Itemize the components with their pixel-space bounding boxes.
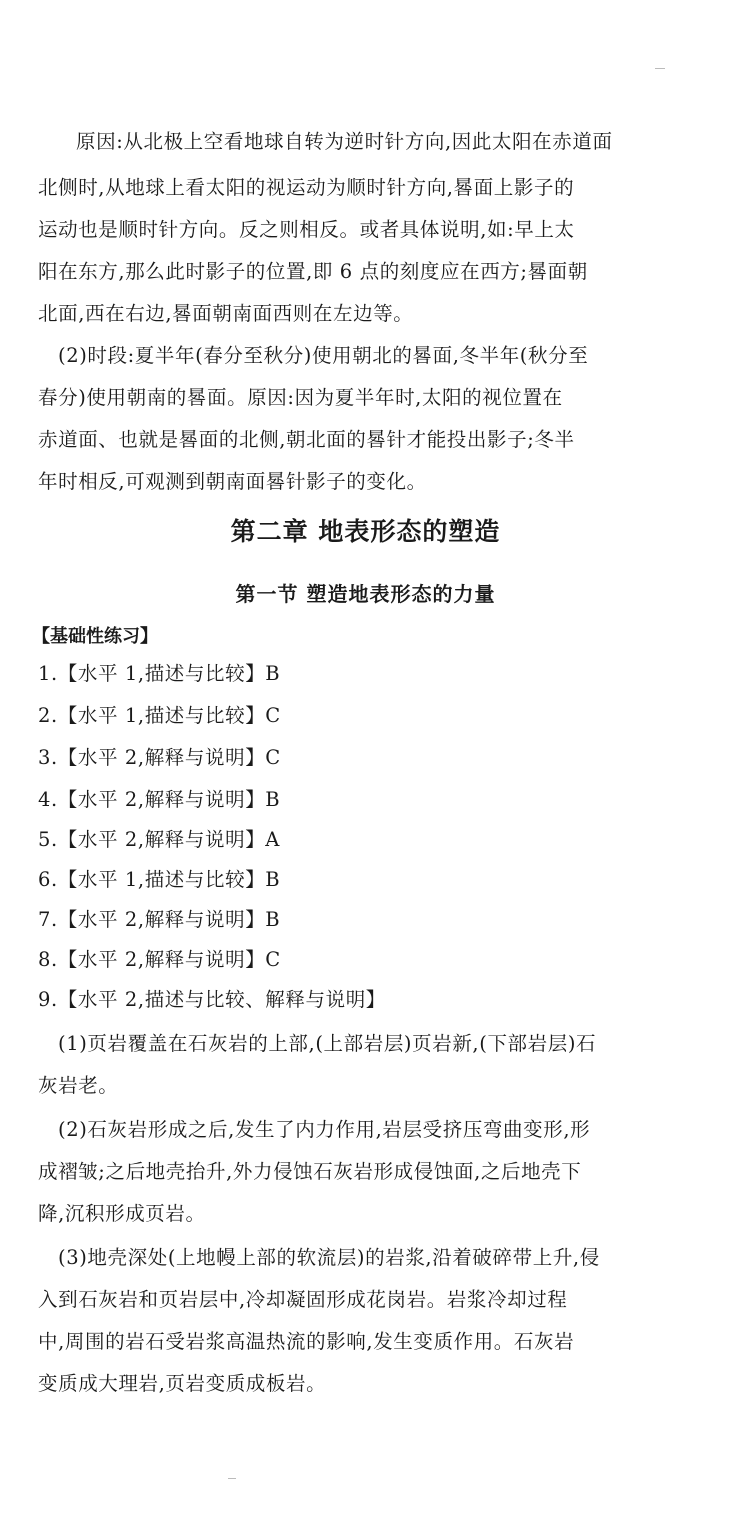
q9-part3-line-1: (3)地壳深处(上地幔上部的软流层)的岩浆,沿着破碎带上升,侵 xyxy=(58,1246,600,1269)
q9-part3-line-4: 变质成大理岩,页岩变质成板岩。 xyxy=(38,1372,327,1395)
exercise-label: 【基础性练习】 xyxy=(32,626,158,647)
q9-part2-line-2: 成褶皱;之后地壳抬升,外力侵蚀石灰岩形成侵蚀面,之后地壳下 xyxy=(38,1160,582,1183)
period-line-4: 年时相反,可观测到朝南面晷针影子的变化。 xyxy=(38,470,427,493)
q9-part2-line-1: (2)石灰岩形成之后,发生了内力作用,岩层受挤压弯曲变形,形 xyxy=(58,1118,591,1141)
answer-8: 8.【水平 2,解释与说明】C xyxy=(38,948,281,971)
intro-line-4: 阳在东方,那么此时影子的位置,即 6 点的刻度应在西方;晷面朝 xyxy=(38,260,588,283)
answer-3: 3.【水平 2,解释与说明】C xyxy=(38,746,281,769)
answer-5: 5.【水平 2,解释与说明】A xyxy=(38,828,280,851)
answer-4: 4.【水平 2,解释与说明】B xyxy=(38,788,281,811)
intro-line-2: 北侧时,从地球上看太阳的视运动为顺时针方向,晷面上影子的 xyxy=(38,176,575,199)
intro-line-1: 原因:从北极上空看地球自转为逆时针方向,因此太阳在赤道面 xyxy=(76,130,613,153)
q9-part2-line-3: 降,沉积形成页岩。 xyxy=(38,1202,206,1225)
intro-line-5: 北面,西在右边,晷面朝南面西则在左边等。 xyxy=(38,302,414,325)
scan-mark xyxy=(655,68,665,69)
intro-line-3: 运动也是顺时针方向。反之则相反。或者具体说明,如:早上太 xyxy=(38,218,575,241)
chapter-title: 第二章 地表形态的塑造 xyxy=(230,517,501,546)
q9-part3-line-2: 入到石灰岩和页岩层中,冷却凝固形成花岗岩。岩浆冷却过程 xyxy=(38,1288,568,1311)
answer-7: 7.【水平 2,解释与说明】B xyxy=(38,908,281,931)
q9-part3-line-3: 中,周围的岩石受岩浆高温热流的影响,发生变质作用。石灰岩 xyxy=(38,1330,575,1353)
answer-1: 1.【水平 1,描述与比较】B xyxy=(38,662,281,685)
scan-mark xyxy=(228,1478,236,1479)
answer-2: 2.【水平 1,描述与比较】C xyxy=(38,704,281,727)
period-line-2: 春分)使用朝南的晷面。原因:因为夏半年时,太阳的视位置在 xyxy=(38,386,563,409)
section-title: 第一节 塑造地表形态的力量 xyxy=(235,582,496,606)
period-line-3: 赤道面、也就是晷面的北侧,朝北面的晷针才能投出影子;冬半 xyxy=(38,428,575,451)
period-line-1: (2)时段:夏半年(春分至秋分)使用朝北的晷面,冬半年(秋分至 xyxy=(58,344,589,367)
answer-9: 9.【水平 2,描述与比较、解释与说明】 xyxy=(38,988,386,1011)
q9-part1-line-2: 灰岩老。 xyxy=(38,1074,119,1097)
answer-6: 6.【水平 1,描述与比较】B xyxy=(38,868,281,891)
q9-part1-line-1: (1)页岩覆盖在石灰岩的上部,(上部岩层)页岩新,(下部岩层)石 xyxy=(58,1032,597,1055)
